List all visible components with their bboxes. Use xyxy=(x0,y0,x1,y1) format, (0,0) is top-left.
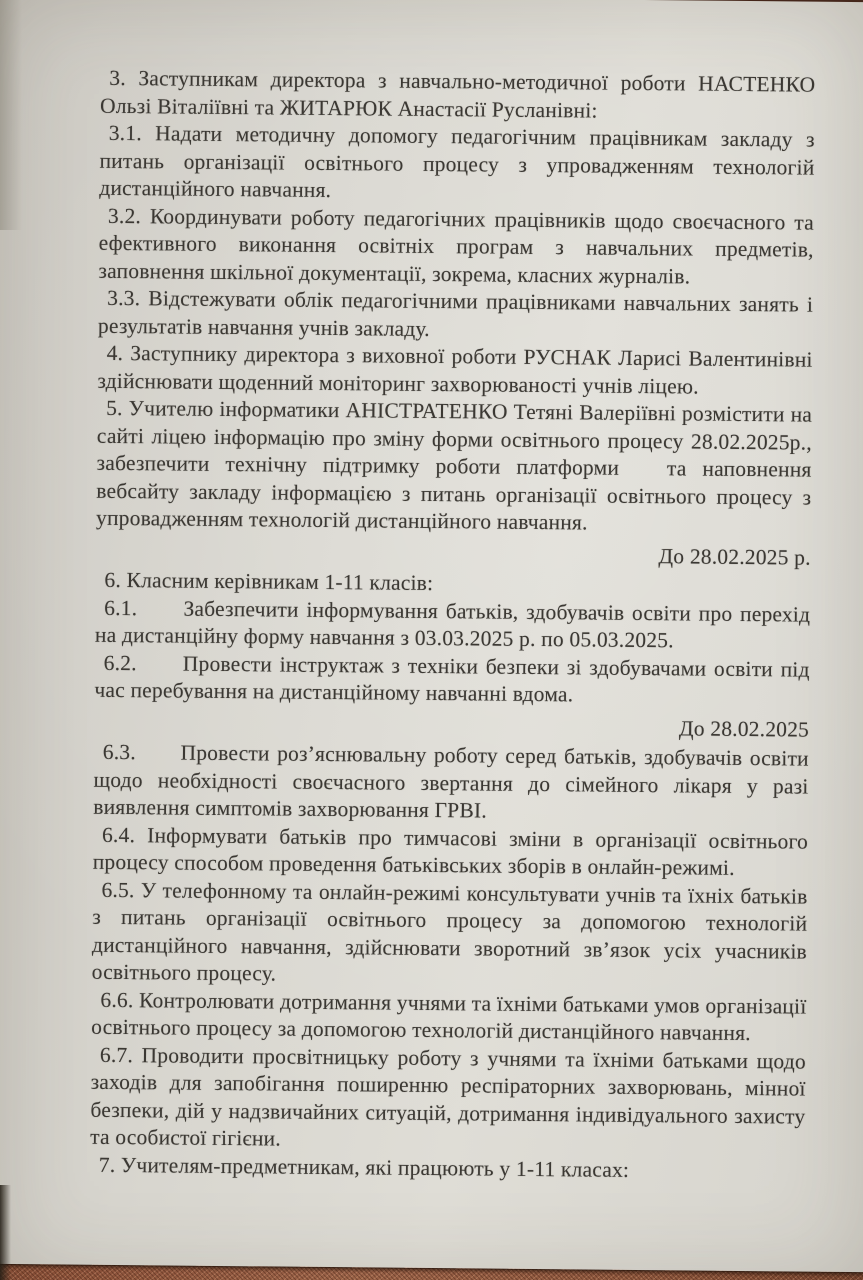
para-item-6-3: 6.3. Провести роз’яснювальну роботу серед батьків, здобувачів освіти щодо необхідності своєчасного звертання до сімейного лікаря у разі виявлення симптомів захворювання ГРВІ. xyxy=(93,739,809,823)
para-item-5: 5. Учителю інформатики АНІСТРАТЕНКО Тетяні Валеріївні розмістити на сайті ліцею інформацію про зміну форми освітнього процесу 28.02.2025р., забезпечити технічну підтримку роботи платформи та наповнення вебсайту закладу інформацією з питань організації освітнього процесу з упровадженням технологій дистанційного навчання. xyxy=(95,395,813,535)
para-item-3-2: 3.2. Координувати роботу педагогічних працівників щодо своєчасного та ефективного виконання освітніх програм з навчальних предметів, заповнення шкільної документації, зокрема, класних журналів. xyxy=(98,203,815,288)
para-item-6-6: 6.6. Контролювати дотримання учнями та їхніми батьками умов організації освітнього процесу за допомогою технологій дистанційного навчання. xyxy=(91,987,807,1046)
para-item-4: 4. Заступнику директора з виховної роботи РУСНАК Ларисі Валентинівні здійснювати щоденний моніторинг захворюваності учнів ліцею. xyxy=(97,340,813,399)
para-item-3-1: 3.1. Надати методичну допомогу педагогічним працівникам закладу з питань організації освітнього процесу з упровадженням технологій дистанційного навчання. xyxy=(99,120,815,203)
para-item-6-7: 6.7. Проводити просвітницьку роботу з учнями та їхніми батьками щодо заходів для запобігання поширенню респіраторних захворювань, мінної безпеки, дій у надзвичайних ситуацій, дотримання індивідуального захисту та особистої гігієни. xyxy=(90,1042,807,1151)
corner-shade xyxy=(0,0,22,230)
page-edge-shadow xyxy=(0,1185,11,1280)
para-item-3-3: 3.3. Відстежувати облік педагогічними працівниками навчальних занять і результатів навчання учнів закладу. xyxy=(97,285,814,341)
para-item-6-5: 6.5. У телефонному та онлайн-режимі консультувати учнів та їхніх батьків з питань організації освітнього процесу за допомогою технологій дистанційного навчання, здійснювати зворотний зв’язок усіх учасників освітнього процесу. xyxy=(91,877,808,986)
para-item-6: 6. Класним керівникам 1-11 класів: xyxy=(104,567,434,595)
para-item-6-1: 6.1. Забезпечити інформування батьків, здобувачів освіти про перехід на дистанційну форму навчання з 03.03.2025 р. по 05.03.2025. xyxy=(94,595,811,653)
para-item-7: 7. Учителям-предметникам, які працюють у 1-11 класах: xyxy=(98,1152,630,1182)
para-item-6-4: 6.4. Інформувати батьків про тимчасові зміни в організації освітнього процесу способом проведення батьківських зборів в онлайн-режимі. xyxy=(92,822,809,880)
para-item-6-2: 6.2. Провести інструктаж з техніки безпеки зі здобувачами освіти під час перебування на дистанційному навчанні вдома. xyxy=(94,650,810,707)
para-item-3: 3. Заступникам директора з навчально-методичної роботи НАСТЕНКО Ользі Віталіївні та ЖИТАРЮК Анастасії Русланівні: xyxy=(99,65,816,123)
deadline-line: До 28.02.2025 р. xyxy=(658,543,811,570)
deadline-line: До 28.02.2025 xyxy=(678,715,810,742)
